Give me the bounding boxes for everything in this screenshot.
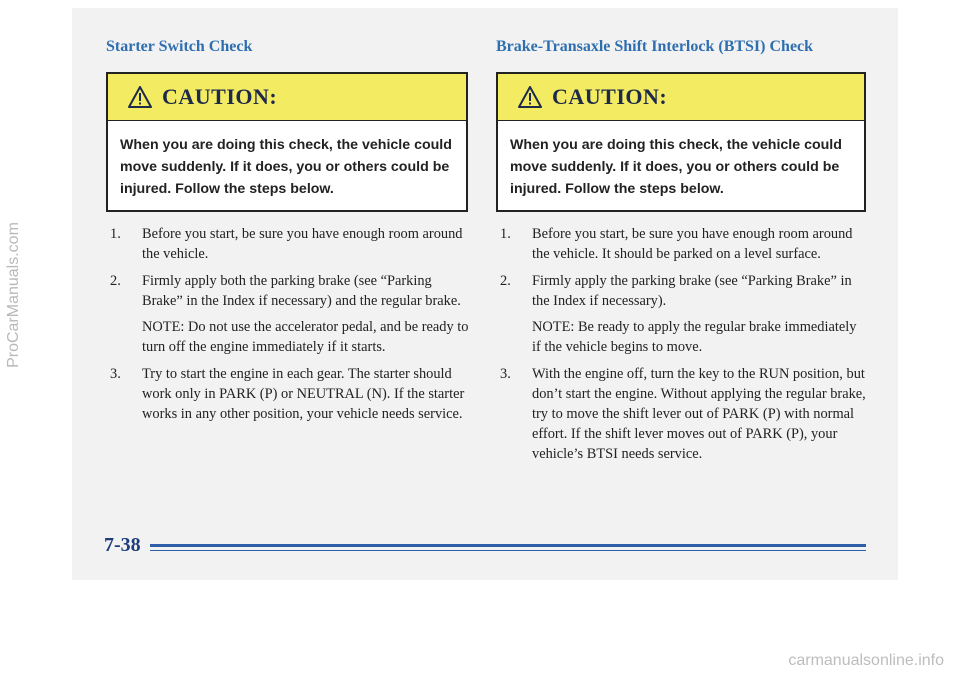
caution-header: [108, 74, 466, 121]
side-watermark: [0, 160, 28, 430]
step-text: Firmly apply the parking brake (see “Parking Brake” in the Index if necessary).: [532, 273, 852, 309]
list-item: [106, 271, 476, 357]
caution-text: When you are doing this check, the vehicle could move suddenly. If it does, you or others could be injured. Follow the steps below.: [120, 137, 452, 197]
caution-title: CAUTION:: [162, 84, 278, 109]
step-number: 3.: [110, 366, 121, 382]
warning-triangle-icon: [128, 86, 152, 108]
section-heading-btsi: Brake-Transaxle Shift Interlock (BTSI) Check: [496, 38, 814, 55]
step-text: With the engine off, turn the key to the RUN position, but don’t start the engine. Without applying the regular brake, try to move the shift lever out of PARK (P) with normal effort. If the shift lever moves out of PARK (P), your vehicle’s BTSI needs service.: [532, 366, 866, 462]
step-number: 1.: [500, 226, 511, 242]
manual-page: [72, 8, 898, 580]
step-list: [496, 224, 868, 471]
step-number: 2.: [110, 273, 121, 289]
caution-box: [106, 72, 468, 212]
step-number: 2.: [500, 273, 511, 289]
step-text: Before you start, be sure you have enough room around the vehicle.: [142, 226, 463, 262]
caution-header: [498, 74, 864, 121]
bottom-watermark: carmanualsonline.info: [788, 652, 944, 669]
footer-rule: [150, 544, 866, 547]
side-watermark-text: ProCarManuals.com: [5, 222, 22, 368]
step-text: Firmly apply both the parking brake (see “Parking Brake” in the Index if necessary) and the regular brake.: [142, 273, 461, 309]
caution-title: CAUTION:: [552, 84, 668, 109]
section-heading-starter-switch: Starter Switch Check: [106, 38, 253, 55]
step-text: Try to start the engine in each gear. The starter should work only in PARK (P) or NEUTRAL (N). If the starter works in any other position, your vehicle needs service.: [142, 366, 465, 422]
footer-rule-thin: [150, 550, 866, 551]
list-item: [496, 224, 868, 264]
list-item: [496, 271, 868, 357]
warning-triangle-icon: [518, 86, 542, 108]
step-note: NOTE: Do not use the accelerator pedal, and be ready to turn off the engine immediately if it starts.: [142, 319, 469, 355]
page-number: 7-38: [104, 534, 141, 556]
caution-box: [496, 72, 866, 212]
list-item: [106, 364, 476, 424]
caution-text: When you are doing this check, the vehicle could move suddenly. If it does, you or others could be injured. Follow the steps below.: [510, 137, 842, 197]
list-item: [106, 224, 476, 264]
step-list: [106, 224, 476, 431]
step-text: Before you start, be sure you have enough room around the vehicle. It should be parked on a level surface.: [532, 226, 853, 262]
step-number: 1.: [110, 226, 121, 242]
list-item: [496, 364, 868, 464]
step-number: 3.: [500, 366, 511, 382]
step-note: NOTE: Be ready to apply the regular brake immediately if the vehicle begins to move.: [532, 319, 857, 355]
